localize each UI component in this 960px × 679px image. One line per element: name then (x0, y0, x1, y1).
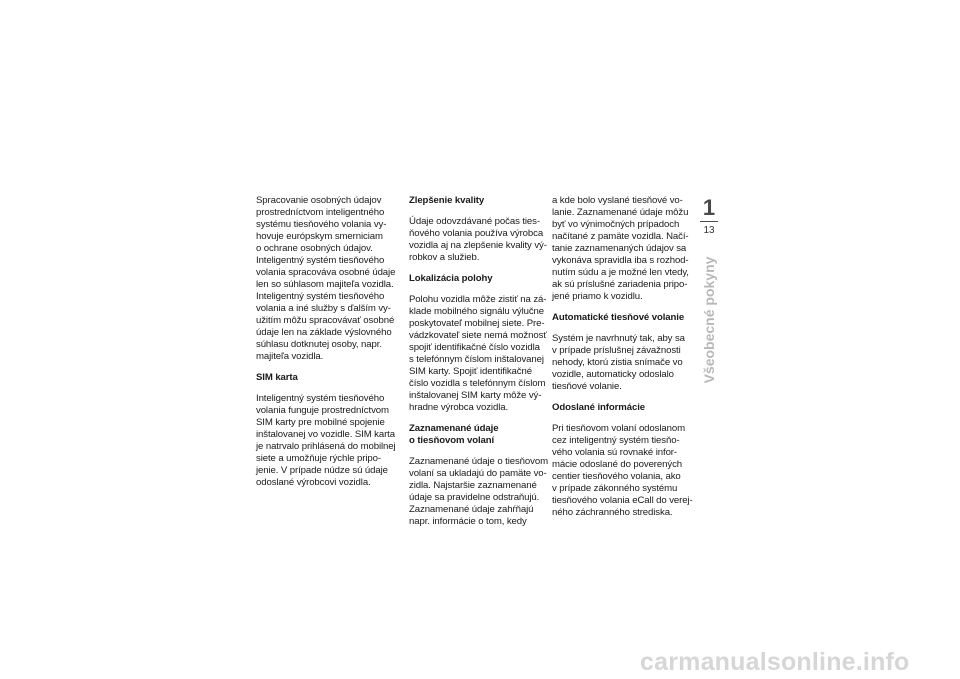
text-line: Lokalizácia polohy (409, 273, 493, 284)
watermark: carmanualsonline.info (640, 648, 910, 676)
text-line: inštalovanej vo vozidle. SIM karta (256, 429, 395, 440)
text-line: inštalovanej SIM karty môže vý- (409, 390, 542, 401)
text-line: hradne výrobca vozidla. (409, 402, 509, 413)
section-heading (409, 273, 543, 285)
text-line: centier tiesňového volania, ako (552, 471, 681, 482)
text-line: Spracovanie osobných údajov (256, 195, 382, 206)
text-line: Zaznamenané údaje o tiesňovom (409, 456, 548, 467)
paragraph (256, 393, 396, 489)
chapter-number: 1 (702, 195, 716, 220)
text-line: hovuje európskym smerniciam (256, 231, 383, 242)
text-line: SIM karty pre mobilné spojenie (256, 417, 385, 428)
text-line: ňového volania používa výrobca (409, 228, 544, 239)
text-line: volaní sa ukladajú do pamäte vo- (409, 468, 547, 479)
text-line: vého volania sú rovnaké infor- (552, 447, 677, 458)
paragraph (552, 333, 686, 393)
text-line: údaje sa pravidelne odstraňujú. (409, 492, 540, 503)
text-line: o tiesňovom volaní (409, 435, 495, 446)
text-line: spojiť identifikačné číslo vozidla (409, 342, 540, 353)
text-line: jenie. V prípade núdze sú údaje (256, 465, 388, 476)
text-line: Inteligentný systém tiesňového (256, 393, 385, 404)
paragraph (552, 195, 689, 303)
text-line: systému tiesňového volania vy- (256, 219, 387, 230)
text-line: užitím môžu spracovávať osobné (256, 315, 395, 326)
text-line: prostredníctvom inteligentného (256, 207, 385, 218)
text-line: zidla. Najstaršie zaznamenané (409, 480, 537, 491)
text-line: tanie zaznamenaných údajov sa (552, 243, 687, 254)
text-line: Odoslané informácie (552, 402, 645, 413)
section-heading (409, 423, 543, 447)
text-line: v prípade zákonného systému (552, 483, 678, 494)
chapter-title: Všeobecné pokyny (701, 256, 717, 384)
paragraph (409, 294, 547, 414)
text-line: cez inteligentný systém tiesňo- (552, 435, 680, 446)
paragraph (256, 195, 396, 363)
text-line: Automatické tiesňové volanie (552, 312, 685, 323)
text-line: napr. informácie o tom, kedy (409, 516, 527, 527)
text-line: majiteľa vozidla. (256, 351, 324, 362)
text-line: volania a iné služby s ďalším vy- (256, 303, 391, 314)
text-line: vozidle, automaticky odoslalo (552, 369, 674, 380)
text-line: Inteligentný systém tiesňového (256, 255, 385, 266)
text-line: odoslané výrobcovi vozidla. (256, 477, 371, 488)
text-line: a kde bolo vyslané tiesňové vo- (552, 195, 683, 206)
text-line: Polohu vozidla môže zistiť na zá- (409, 294, 547, 305)
text-line: vykonáva spravidla iba s rozhod- (552, 255, 689, 266)
section-heading (409, 195, 543, 207)
text-line: poskytovateľ mobilnej siete. Pre- (409, 318, 545, 329)
page-number: 13 (703, 225, 715, 236)
section-heading (552, 402, 686, 414)
text-column-2 (409, 195, 548, 528)
text-line: vádzkovateľ siete nemá možnosť (409, 330, 547, 341)
text-line: číslo vozidla s telefónnym číslom (409, 378, 546, 389)
text-line: o ochrane osobných údajov. (256, 243, 373, 254)
paragraph (552, 423, 693, 519)
text-line: ného záchranného strediska. (552, 507, 673, 518)
text-line: Systém je navrhnutý tak, aby sa (552, 333, 685, 344)
text-line: robkov a služieb. (409, 252, 480, 263)
text-line: Pri tiesňovom volaní odoslanom (552, 423, 685, 434)
paragraph (409, 216, 547, 264)
text-line: nutím súdu a je možné len vtedy, (552, 267, 689, 278)
chapter-divider (700, 221, 718, 222)
text-line: Inteligentný systém tiesňového (256, 291, 385, 302)
text-line: vozidla aj na zlepšenie kvality vý- (409, 240, 547, 251)
text-line: tiesňové volanie. (552, 381, 622, 392)
text-column-1 (256, 195, 396, 489)
text-line: volania funguje prostredníctvom (256, 405, 389, 416)
text-line: Zaznamenané údaje zahŕňajú (409, 504, 534, 515)
text-line: lanie. Zaznamenané údaje môžu (552, 207, 689, 218)
text-line: siete a umožňuje rýchle pripo- (256, 453, 381, 464)
text-line: jené priamo k vozidlu. (552, 291, 643, 302)
paragraph (409, 456, 548, 528)
text-line: SIM karty. Spojiť identifikačné (409, 366, 532, 377)
text-line: v prípade príslušnej závažnosti (552, 345, 681, 356)
text-line: ak sú príslušné zariadenia pripo- (552, 279, 688, 290)
text-line: údaje len na základe výslovného (256, 327, 392, 338)
text-line: Zaznamenané údaje (409, 423, 499, 434)
section-heading (256, 372, 390, 384)
text-line: SIM karta (256, 372, 298, 383)
text-line: nehody, ktorú zistia snímače vo (552, 357, 683, 368)
text-line: klade mobilného signálu výlučne (409, 306, 545, 317)
section-heading (552, 312, 686, 324)
text-line: Údaje odovzdávané počas ties- (409, 216, 540, 227)
text-line: načítané z pamäte vozidla. Načí- (552, 231, 689, 242)
text-line: volania spracováva osobné údaje (256, 267, 396, 278)
text-line: byť vo výnimočných prípadoch (552, 219, 680, 230)
chapter-tab (700, 197, 718, 237)
text-line: Zlepšenie kvality (409, 195, 485, 206)
text-line: mácie odoslané do poverených (552, 459, 682, 470)
text-line: súhlasu dotknutej osoby, napr. (256, 339, 382, 350)
text-column-3 (552, 195, 693, 519)
text-line: je natrvalo prihlásená do mobilnej (256, 441, 396, 452)
text-line: len so súhlasom majiteľa vozidla. (256, 279, 394, 290)
text-line: tiesňového volania eCall do verej- (552, 495, 693, 506)
text-line: s telefónnym číslom inštalovanej (409, 354, 544, 365)
